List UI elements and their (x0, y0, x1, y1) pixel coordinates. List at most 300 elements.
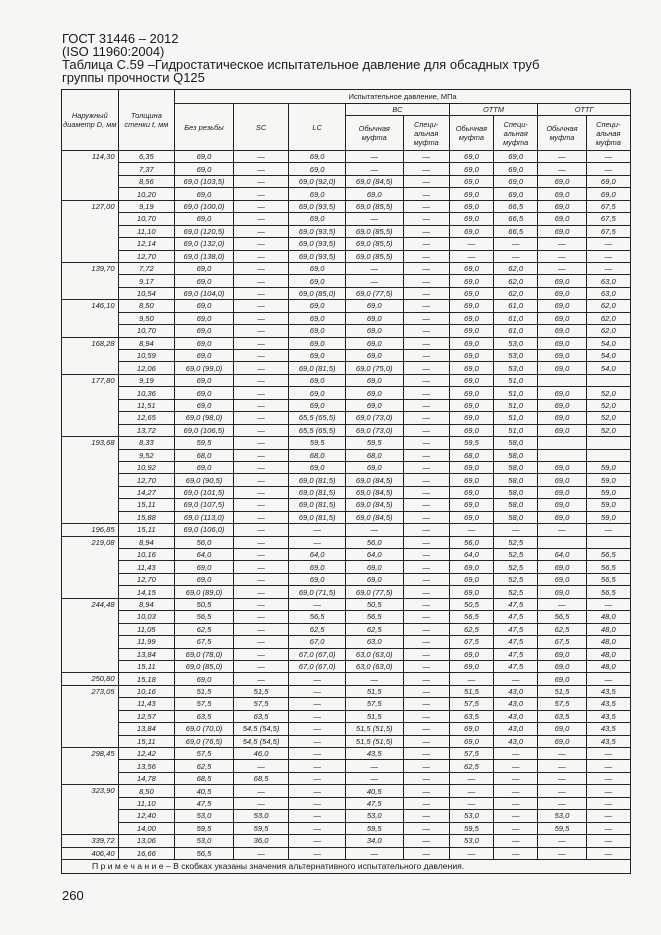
table-row (62, 573, 631, 585)
iso-reference: (ISO 11960:2004) (62, 44, 165, 59)
pressure-cell: — (538, 238, 586, 250)
pressure-cell: 67,0 (67,0) (289, 648, 346, 660)
pressure-cell: — (289, 847, 346, 859)
pressure-cell: — (494, 760, 538, 772)
pressure-cell: 59,0 (586, 486, 630, 498)
pressure-cell: 59,5 (175, 822, 234, 834)
pressure-cell: 58,0 (494, 511, 538, 523)
pressure-cell: — (233, 623, 289, 635)
pressure-cell: — (345, 163, 403, 175)
pressure-cell: 67,0 (67,0) (289, 660, 346, 672)
pressure-cell: — (403, 387, 449, 399)
pressure-cell: — (403, 549, 449, 561)
col-sc: SC (233, 104, 289, 151)
pressure-cell: 69,0 (538, 300, 586, 312)
pressure-cell: 64,0 (449, 549, 493, 561)
pressure-cell: 68,0 (289, 449, 346, 461)
pressure-cell: — (233, 449, 289, 461)
pressure-cell: 51,5 (345, 685, 403, 697)
pressure-cell: — (403, 748, 449, 760)
pressure-cell: 50,5 (345, 598, 403, 610)
pressure-cell: 63,0 (586, 275, 630, 287)
pressure-cell: 59,5 (345, 437, 403, 449)
pressure-cell: — (403, 511, 449, 523)
pressure-cell: 59,5 (538, 822, 586, 834)
pressure-cell: 46,0 (233, 748, 289, 760)
pressure-cell: 69,0 (538, 287, 586, 299)
pressure-cell: — (494, 772, 538, 784)
pressure-cell: 59,0 (586, 511, 630, 523)
pressure-cell: 69,0 (93,5) (289, 200, 346, 212)
pressure-cell: 69,0 (345, 573, 403, 585)
pressure-cell: 51,5 (175, 685, 234, 697)
col-ottg-regular: Обычная муфта (538, 116, 586, 151)
pressure-cell: — (403, 151, 449, 163)
pressure-cell: 69,0 (175, 374, 234, 386)
pressure-cell: — (233, 673, 289, 685)
col-plain-end: Без резьбы (175, 104, 234, 151)
pressure-cell: 69,0 (345, 325, 403, 337)
pressure-cell: — (586, 598, 630, 610)
pressure-cell (586, 536, 630, 548)
pressure-cell: 43,0 (494, 735, 538, 747)
pressure-cell: — (233, 250, 289, 262)
table-row (62, 337, 631, 349)
pressure-cell: 62,5 (289, 623, 346, 635)
pressure-cell: 69,0 (494, 188, 538, 200)
pressure-cell: — (586, 847, 630, 859)
pressure-cell: 69,0 (449, 573, 493, 585)
table-row (62, 399, 631, 411)
pressure-cell: 53,0 (494, 362, 538, 374)
pressure-cell: 69,0 (538, 200, 586, 212)
pressure-cell: 69,0 (289, 387, 346, 399)
pressure-cell: — (403, 312, 449, 324)
pressure-cell: — (233, 474, 289, 486)
pressure-cell: 67,5 (175, 636, 234, 648)
pressure-cell: 59,0 (586, 499, 630, 511)
pressure-cell: 62,0 (586, 312, 630, 324)
pressure-cell: — (403, 785, 449, 797)
pressure-cell: — (403, 412, 449, 424)
pressure-cell: — (233, 337, 289, 349)
pressure-cell: — (403, 598, 449, 610)
table-row (62, 213, 631, 225)
pressure-cell: 63,5 (233, 710, 289, 722)
pressure-cell: 69,0 (81,5) (289, 362, 346, 374)
table-row (62, 723, 631, 735)
pressure-cell: 63,0 (63,0) (345, 648, 403, 660)
pressure-cell: — (586, 797, 630, 809)
pressure-cell: 62,5 (175, 623, 234, 635)
pressure-cell: 51,0 (494, 387, 538, 399)
pressure-cell: 48,0 (586, 623, 630, 635)
pressure-cell: 69,0 (93,5) (289, 238, 346, 250)
pressure-cell: — (586, 810, 630, 822)
wall-thickness-cell: 11,10 (118, 225, 175, 237)
wall-thickness-cell: 8,94 (118, 337, 175, 349)
pressure-cell: 51,5 (449, 685, 493, 697)
pressure-cell (538, 536, 586, 548)
pressure-cell: 47,5 (494, 611, 538, 623)
table-note: П р и м е ч а н и е – В скобках указаны значения альтернативного испытательного давления. (62, 859, 631, 873)
pressure-cell: 69,0 (538, 188, 586, 200)
pressure-cell: 43,0 (494, 685, 538, 697)
wall-thickness-cell: 10,54 (118, 287, 175, 299)
pressure-cell: — (233, 660, 289, 672)
table-row (62, 760, 631, 772)
pressure-cell: 53,0 (345, 810, 403, 822)
pressure-cell: — (538, 835, 586, 847)
pressure-cell: — (233, 287, 289, 299)
pressure-cell: 64,0 (175, 549, 234, 561)
wall-thickness-cell: 7,72 (118, 262, 175, 274)
pressure-cell: — (494, 524, 538, 536)
col-ottm-regular: Обычная муфта (449, 116, 493, 151)
pressure-cell: 53,0 (538, 810, 586, 822)
table-row (62, 287, 631, 299)
pressure-cell: 69,0 (132,0) (175, 238, 234, 250)
pressure-cell: — (345, 213, 403, 225)
pressure-cell: 69,0 (494, 175, 538, 187)
pressure-cell: — (403, 847, 449, 859)
pressure-cell: 69,0 (449, 374, 493, 386)
pressure-cell: 56,0 (175, 536, 234, 548)
pressure-cell: — (233, 350, 289, 362)
table-row (62, 275, 631, 287)
pressure-cell: 69,0 (84,5) (345, 486, 403, 498)
pressure-cell: — (233, 611, 289, 623)
pressure-cell: — (403, 337, 449, 349)
pressure-cell: 51,0 (494, 424, 538, 436)
pressure-cell: 67,0 (289, 636, 346, 648)
wall-thickness-cell: 15,11 (118, 735, 175, 747)
pressure-cell: 69,0 (71,5) (289, 586, 346, 598)
pressure-cell: 53,0 (449, 810, 493, 822)
pressure-cell: — (494, 847, 538, 859)
pressure-cell (538, 437, 586, 449)
outer-diameter-cell: 323,90 (62, 785, 119, 835)
pressure-cell: 62,5 (449, 760, 493, 772)
table-row (62, 312, 631, 324)
outer-diameter-cell: 193,68 (62, 437, 119, 524)
pressure-cell: 43,5 (586, 698, 630, 710)
wall-thickness-cell: 15,11 (118, 499, 175, 511)
pressure-cell: — (345, 151, 403, 163)
table-row (62, 200, 631, 212)
pressure-cell: — (403, 486, 449, 498)
wall-thickness-cell: 8,56 (118, 175, 175, 187)
pressure-cell: 61,0 (494, 325, 538, 337)
pressure-cell: — (403, 636, 449, 648)
pressure-cell: 69,0 (70,0) (175, 723, 234, 735)
pressure-cell: — (233, 300, 289, 312)
pressure-cell: 69,0 (345, 300, 403, 312)
pressure-cell: 67,5 (586, 213, 630, 225)
wall-thickness-cell: 12,70 (118, 474, 175, 486)
pressure-cell: 69,0 (538, 350, 586, 362)
pressure-cell: — (538, 797, 586, 809)
pressure-cell: 69,0 (449, 486, 493, 498)
pressure-cell: 48,0 (586, 648, 630, 660)
pressure-cell: 51,5 (345, 710, 403, 722)
pressure-cell: 69,0 (538, 412, 586, 424)
pressure-cell: 69,0 (81,5) (289, 474, 346, 486)
table-row (62, 685, 631, 697)
pressure-cell: 69,0 (138,0) (175, 250, 234, 262)
pressure-cell: — (403, 213, 449, 225)
table-row (62, 822, 631, 834)
pressure-cell: 43,5 (586, 685, 630, 697)
pressure-cell: — (449, 772, 493, 784)
pressure-cell: 54,0 (586, 350, 630, 362)
table-row (62, 847, 631, 859)
pressure-cell: — (289, 797, 346, 809)
pressure-cell: — (403, 611, 449, 623)
pressure-cell: — (586, 163, 630, 175)
pressure-cell: — (403, 573, 449, 585)
wall-thickness-cell: 14,15 (118, 586, 175, 598)
pressure-cell: 67,5 (586, 225, 630, 237)
pressure-cell: — (403, 350, 449, 362)
pressure-cell: — (449, 524, 493, 536)
outer-diameter-cell: 196,85 (62, 524, 119, 536)
pressure-cell: 69,0 (449, 723, 493, 735)
pressure-cell: 69,0 (345, 374, 403, 386)
standard-number: ГОСТ 31446 – 2012 (62, 31, 179, 46)
pressure-cell (538, 374, 586, 386)
outer-diameter-cell: 139,70 (62, 262, 119, 299)
pressure-cell: 69,0 (81,5) (289, 511, 346, 523)
pressure-cell: — (233, 524, 289, 536)
pressure-cell: — (403, 275, 449, 287)
pressure-cell: 69,0 (538, 573, 586, 585)
pressure-cell: — (289, 673, 346, 685)
pressure-cell: 68,5 (233, 772, 289, 784)
pressure-cell: 69,0 (449, 300, 493, 312)
table-row (62, 250, 631, 262)
table-row (62, 748, 631, 760)
pressure-cell: 69,0 (100,0) (175, 200, 234, 212)
pressure-cell: — (289, 735, 346, 747)
table-row (62, 561, 631, 573)
pressure-cell: — (233, 511, 289, 523)
pressure-cell: 53,0 (449, 835, 493, 847)
pressure-cell: — (586, 673, 630, 685)
pressure-cell: — (538, 748, 586, 760)
pressure-cell: 69,0 (98,0) (175, 412, 234, 424)
pressure-cell: — (449, 238, 493, 250)
pressure-cell: 69,0 (289, 312, 346, 324)
wall-thickness-cell: 15,11 (118, 660, 175, 672)
pressure-cell: — (538, 163, 586, 175)
table-row (62, 350, 631, 362)
pressure-cell: — (345, 673, 403, 685)
pressure-cell: 69,0 (449, 387, 493, 399)
pressure-cell: — (403, 536, 449, 548)
pressure-cell: 67,5 (586, 200, 630, 212)
pressure-cell: — (345, 847, 403, 859)
pressure-cell: 69,0 (77,5) (345, 586, 403, 598)
wall-thickness-cell: 8,94 (118, 536, 175, 548)
pressure-cell: — (233, 461, 289, 473)
pressure-cell: 69,0 (538, 511, 586, 523)
pressure-cell: — (403, 300, 449, 312)
pressure-cell: — (494, 797, 538, 809)
pressure-cell: 69,0 (449, 399, 493, 411)
wall-thickness-cell: 9,19 (118, 200, 175, 212)
table-row (62, 536, 631, 548)
pressure-cell: 69,0 (449, 200, 493, 212)
pressure-cell: — (403, 250, 449, 262)
pressure-cell: 66,5 (494, 225, 538, 237)
table-row (62, 499, 631, 511)
pressure-cell: 69,0 (289, 163, 346, 175)
table-row (62, 486, 631, 498)
wall-thickness-cell: 11,99 (118, 636, 175, 648)
pressure-cell: 59,5 (345, 822, 403, 834)
pressure-cell: — (289, 835, 346, 847)
outer-diameter-cell: 219,08 (62, 536, 119, 598)
pressure-cell: 59,5 (449, 437, 493, 449)
pressure-cell: 69,0 (75,0) (345, 362, 403, 374)
pressure-cell: 69,0 (175, 337, 234, 349)
pressure-cell: 69,0 (107,5) (175, 499, 234, 511)
pressure-cell: — (289, 698, 346, 710)
pressure-cell: — (494, 785, 538, 797)
table-row (62, 188, 631, 200)
pressure-cell: 69,0 (289, 337, 346, 349)
pressure-cell: 69,0 (345, 312, 403, 324)
pressure-cell: 50,5 (175, 598, 234, 610)
pressure-cell: 69,0 (106,5) (175, 424, 234, 436)
pressure-cell: 69,0 (73,0) (345, 424, 403, 436)
pressure-cell (586, 437, 630, 449)
pressure-cell: 52,5 (494, 561, 538, 573)
pressure-cell: 50,5 (449, 598, 493, 610)
table-row (62, 797, 631, 809)
pressure-cell: 52,0 (586, 399, 630, 411)
col-test-pressure: Испытательное давление, МПа (175, 90, 631, 104)
page-number: 260 (62, 888, 84, 903)
pressure-cell: — (586, 238, 630, 250)
pressure-cell: 43,5 (586, 735, 630, 747)
wall-thickness-cell: 10,20 (118, 188, 175, 200)
pressure-cell: 69,0 (345, 461, 403, 473)
table-row (62, 586, 631, 598)
table-row (62, 474, 631, 486)
wall-thickness-cell: 15,18 (118, 673, 175, 685)
pressure-cell: — (233, 586, 289, 598)
col-wall-thickness: Толщина стенки t, мм (118, 90, 175, 151)
pressure-cell: 69,0 (92,0) (289, 175, 346, 187)
pressure-cell: 59,5 (449, 822, 493, 834)
pressure-cell: 69,0 (449, 362, 493, 374)
pressure-cell: 66,5 (494, 200, 538, 212)
pressure-cell: 69,0 (449, 175, 493, 187)
pressure-cell: 69,0 (538, 648, 586, 660)
table-row (62, 449, 631, 461)
table-row (62, 698, 631, 710)
pressure-cell: — (233, 785, 289, 797)
pressure-cell: 56,5 (586, 586, 630, 598)
pressure-cell: 47,5 (494, 636, 538, 648)
col-ottm: ОТТМ (449, 104, 537, 116)
pressure-cell: 54,5 (54,5) (233, 735, 289, 747)
pressure-cell: — (586, 822, 630, 834)
wall-thickness-cell: 15,11 (118, 524, 175, 536)
pressure-cell: 36,0 (233, 835, 289, 847)
pressure-cell: 69,0 (289, 374, 346, 386)
pressure-cell: — (494, 238, 538, 250)
pressure-cell: — (538, 847, 586, 859)
pressure-cell: — (289, 598, 346, 610)
pressure-cell: 69,0 (586, 188, 630, 200)
pressure-cell: 47,5 (494, 648, 538, 660)
pressure-cell (538, 449, 586, 461)
pressure-cell: 69,0 (85,0) (175, 660, 234, 672)
pressure-cell: — (538, 524, 586, 536)
pressure-cell: 57,5 (538, 698, 586, 710)
col-ottg-special: Специ-альная муфта (586, 116, 630, 151)
pressure-cell: 57,5 (175, 698, 234, 710)
pressure-cell: — (403, 772, 449, 784)
pressure-cell: — (403, 586, 449, 598)
pressure-cell: 69,0 (289, 350, 346, 362)
wall-thickness-cell: 10,59 (118, 350, 175, 362)
pressure-cell: — (233, 499, 289, 511)
pressure-cell: 61,0 (494, 300, 538, 312)
wall-thickness-cell: 12,70 (118, 573, 175, 585)
pressure-cell: — (586, 524, 630, 536)
pressure-cell: 69,0 (175, 188, 234, 200)
pressure-cell: 69,0 (78,0) (175, 648, 234, 660)
pressure-cell: — (233, 262, 289, 274)
pressure-cell: 69,0 (289, 300, 346, 312)
pressure-cell: 65,5 (65,5) (289, 424, 346, 436)
pressure-cell: 69,0 (449, 225, 493, 237)
pressure-cell: — (233, 847, 289, 859)
pressure-cell: 61,0 (494, 312, 538, 324)
pressure-cell: 62,0 (494, 287, 538, 299)
pressure-cell: — (233, 424, 289, 436)
wall-thickness-cell: 9,50 (118, 312, 175, 324)
pressure-cell: 69,0 (449, 337, 493, 349)
pressure-cell: 43,5 (586, 723, 630, 735)
pressure-cell: 62,0 (586, 325, 630, 337)
pressure-cell: 62,5 (538, 623, 586, 635)
pressure-cell: 59,5 (175, 437, 234, 449)
pressure-cell: 48,0 (586, 611, 630, 623)
outer-diameter-cell: 177,80 (62, 374, 119, 436)
table-row (62, 660, 631, 672)
pressure-cell: — (403, 561, 449, 573)
pressure-cell: 69,0 (449, 735, 493, 747)
pressure-cell: 68,0 (449, 449, 493, 461)
pressure-cell: 69,0 (106,0) (175, 524, 234, 536)
pressure-cell: 47,5 (494, 623, 538, 635)
pressure-cell: — (586, 835, 630, 847)
wall-thickness-cell: 11,51 (118, 399, 175, 411)
pressure-cell: — (449, 250, 493, 262)
pressure-cell: 69,0 (289, 573, 346, 585)
pressure-cell: 69,0 (449, 275, 493, 287)
pressure-cell: — (233, 175, 289, 187)
pressure-cell: 54,0 (586, 362, 630, 374)
wall-thickness-cell: 10,03 (118, 611, 175, 623)
pressure-cell: 69,0 (538, 362, 586, 374)
pressure-cell: — (403, 238, 449, 250)
